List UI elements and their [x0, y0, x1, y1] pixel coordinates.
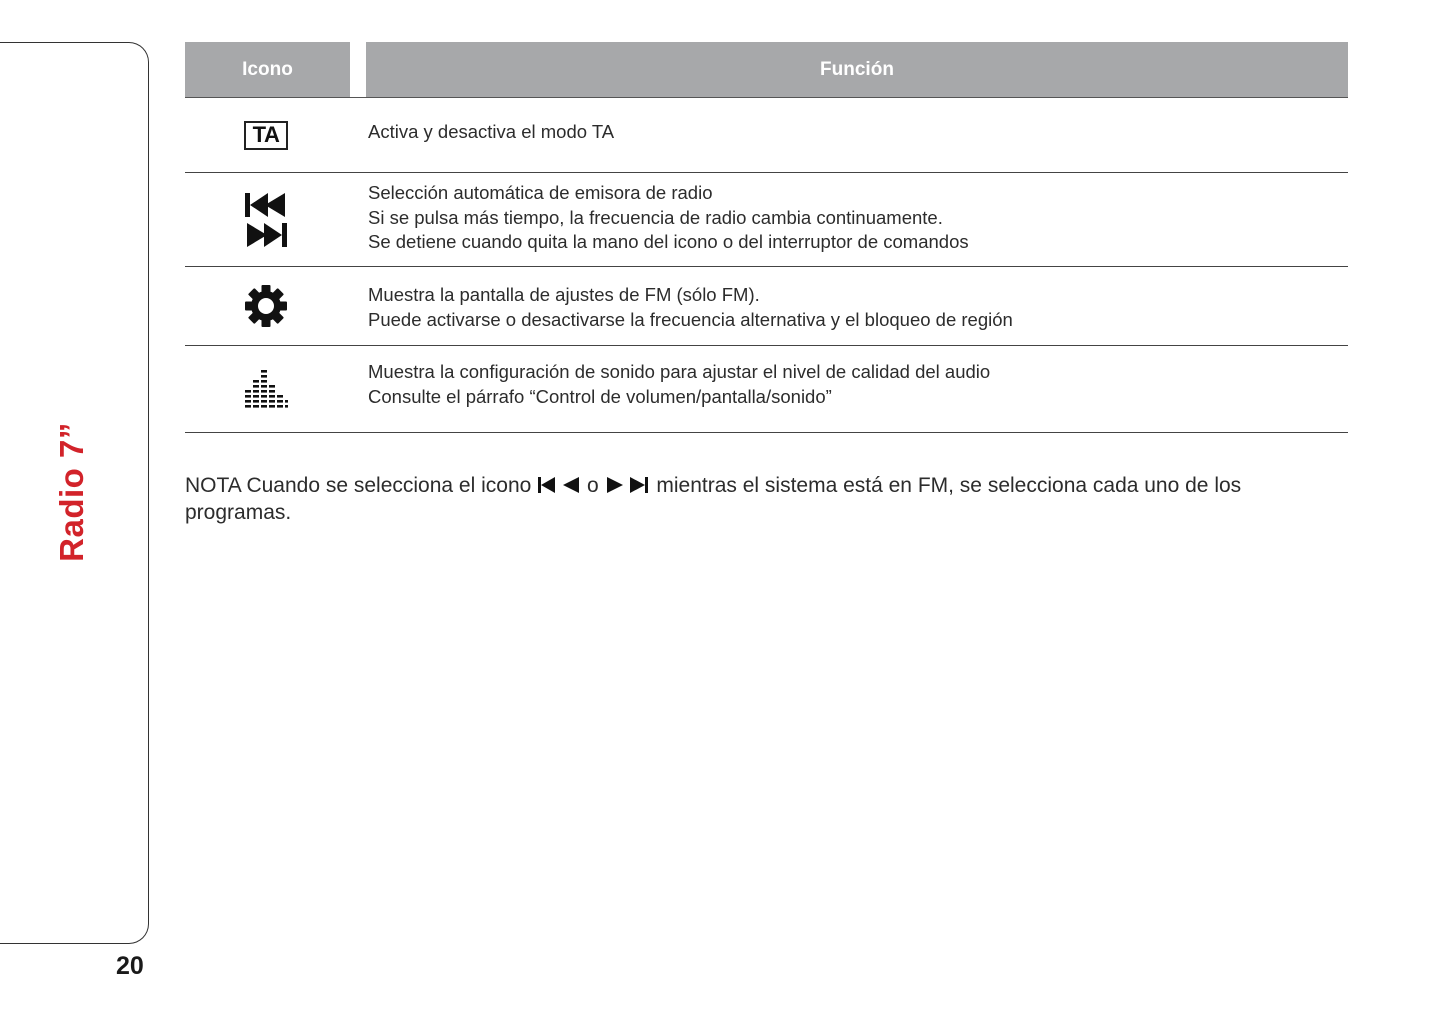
icon-function-table	[185, 42, 1348, 433]
note-paragraph	[185, 472, 1350, 526]
function-cell	[368, 360, 1348, 409]
icon-cell	[185, 346, 347, 432]
function-text: Puede activarse o desactivarse la frecuencia alternativa y el bloqueo de región	[368, 308, 1013, 330]
skip-next-icon	[605, 476, 651, 494]
function-text: Selección automática de emisora de radio	[368, 182, 713, 203]
function-cell	[368, 120, 1348, 145]
section-title: Radio 7”	[53, 422, 90, 562]
table-row	[185, 173, 1348, 267]
function-text: Muestra la pantalla de ajustes de FM (sólo FM).	[368, 284, 760, 305]
skip-next-icon	[247, 223, 287, 247]
function-cell	[368, 283, 1348, 332]
skip-previous-icon	[245, 193, 285, 217]
ta-icon: TA	[244, 121, 288, 150]
table-row	[185, 346, 1348, 433]
function-cell	[368, 181, 1348, 255]
function-text: Se detiene cuando quita la mano del icono o del interruptor de comandos	[368, 231, 969, 252]
seek-icons	[243, 185, 289, 255]
page-number: 20	[116, 952, 144, 980]
note-text-end: mientras el sistema está en FM, se selecciona cada uno de los programas.	[185, 474, 1242, 524]
icon-cell	[185, 98, 347, 172]
table-header	[185, 42, 1348, 98]
icon-cell	[185, 267, 347, 345]
note-text-start: NOTA Cuando se selecciona el icono	[185, 474, 532, 497]
function-text: Consulte el párrafo “Control de volumen/pantalla/sonido”	[368, 385, 832, 407]
equalizer-icon	[243, 369, 289, 409]
header-function-column: Función	[366, 42, 1348, 98]
header-icon-column: Icono	[185, 42, 350, 98]
note-text-or: o	[587, 474, 599, 497]
table-row	[185, 98, 1348, 173]
function-text: Si se pulsa más tiempo, la frecuencia de radio cambia continuamente.	[368, 206, 943, 228]
skip-previous-icon	[537, 476, 581, 494]
table-row	[185, 267, 1348, 346]
function-text: Activa y desactiva el modo TA	[368, 121, 615, 142]
settings-gear-icon	[244, 284, 288, 328]
icon-cell	[185, 173, 347, 266]
function-text: Muestra la configuración de sonido para ajustar el nivel de calidad del audio	[368, 361, 991, 382]
